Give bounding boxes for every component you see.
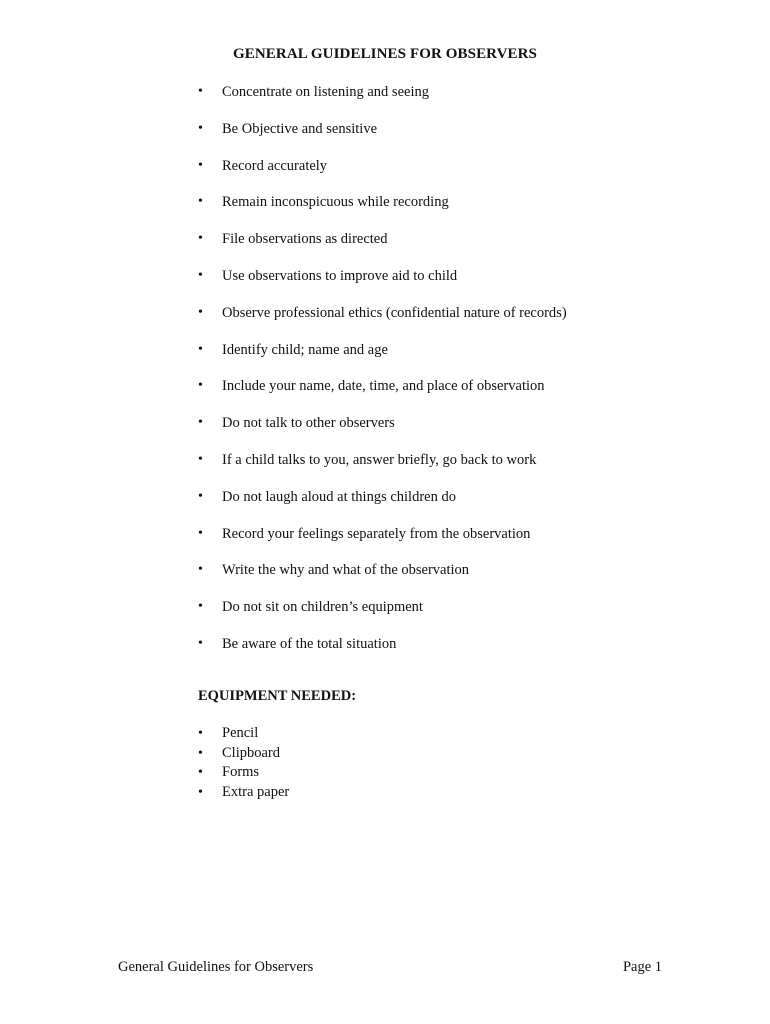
list-item-text: Concentrate on listening and seeing (222, 84, 429, 100)
bullet-icon: • (198, 378, 203, 394)
list-item (198, 375, 567, 412)
list-item-text: Clipboard (222, 744, 280, 761)
list-item (198, 763, 289, 783)
bullet-icon: • (198, 157, 203, 173)
footer-title: General Guidelines for Observers (118, 959, 314, 975)
list-item (198, 118, 567, 155)
list-item (198, 744, 289, 764)
list-item-text: Identify child; name and age (222, 341, 388, 358)
list-item-text: Include your name, date, time, and place of observation (222, 378, 545, 395)
bullet-icon: • (198, 562, 203, 578)
list-item-text: Do not sit on children’s equipment (222, 599, 423, 616)
list-item (198, 155, 567, 192)
bullet-icon: • (198, 451, 203, 467)
list-item (198, 559, 567, 596)
bullet-icon: • (198, 745, 203, 761)
bullet-icon: • (198, 231, 203, 247)
list-item-text: Record accurately (222, 157, 328, 174)
list-item (198, 339, 567, 376)
bullet-icon: • (198, 341, 203, 357)
bullet-icon: • (198, 120, 203, 136)
list-item (198, 228, 567, 265)
list-item (198, 449, 567, 486)
list-item (198, 724, 289, 744)
page-number: Page 1 (622, 959, 662, 975)
list-item-text: Do not talk to other observers (222, 415, 395, 432)
bullet-icon: • (198, 765, 203, 780)
list-item (198, 633, 567, 670)
equipment-list (198, 724, 289, 802)
list-item-text: Extra paper (222, 783, 290, 800)
bullet-icon: • (198, 194, 203, 210)
bullet-icon: • (198, 635, 203, 651)
list-item-text: If a child talks to you, answer briefly, go back to work (222, 451, 537, 468)
list-item-text: Forms (222, 764, 260, 780)
list-item-text: Record your feelings separately from the observation (222, 525, 531, 542)
bullet-icon: • (198, 488, 203, 504)
list-item-text: Do not laugh aloud at things children do (222, 488, 456, 505)
bullet-icon: • (198, 784, 203, 800)
list-item-text: Observe professional ethics (confidential nature of records) (222, 304, 567, 321)
bullet-icon: • (198, 525, 203, 541)
page-title: GENERAL GUIDELINES FOR OBSERVERS (233, 46, 537, 62)
list-item-text: Use observations to improve aid to child (222, 267, 458, 284)
list-item (198, 596, 567, 633)
bullet-icon: • (198, 84, 203, 99)
bullet-icon: • (198, 267, 203, 283)
list-item-text: Be Objective and sensitive (222, 120, 378, 137)
equipment-heading: EQUIPMENT NEEDED: (198, 688, 357, 704)
list-item (198, 302, 567, 339)
list-item (198, 81, 567, 118)
list-item-text: Remain inconspicuous while recording (222, 194, 449, 211)
guidelines-list (198, 81, 567, 670)
list-item (198, 265, 567, 302)
bullet-icon: • (198, 726, 203, 741)
list-item (198, 523, 567, 560)
list-item (198, 191, 567, 228)
list-item-text: Be aware of the total situation (222, 635, 397, 652)
bullet-icon: • (198, 304, 203, 320)
list-item (198, 486, 567, 523)
bullet-icon: • (198, 415, 203, 431)
list-item (198, 783, 289, 803)
list-item-text: Write the why and what of the observation (222, 562, 470, 579)
bullet-icon: • (198, 599, 203, 615)
list-item-text: File observations as directed (222, 231, 388, 248)
list-item (198, 412, 567, 449)
list-item-text: Pencil (222, 725, 259, 741)
